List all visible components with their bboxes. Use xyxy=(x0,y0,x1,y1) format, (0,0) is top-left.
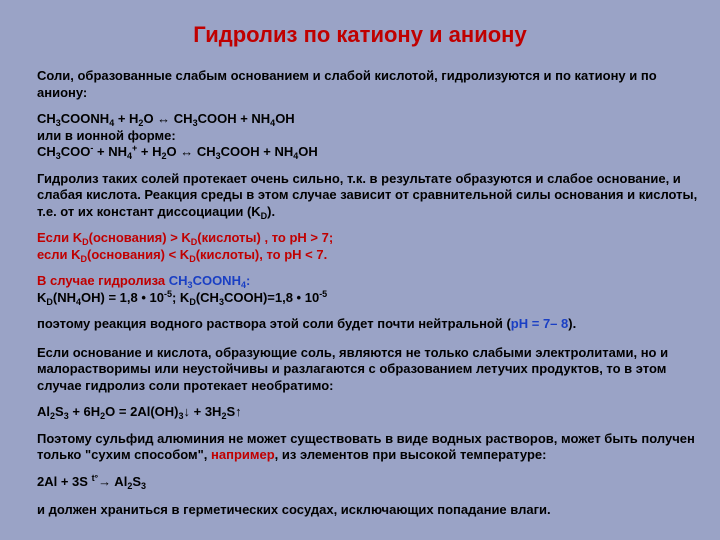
reversible-arrow-icon: ↔ xyxy=(157,111,171,126)
ph-value: pH = 7– 8 xyxy=(510,316,569,331)
eq-sub: 2 xyxy=(127,480,133,491)
eq-sub: 3 xyxy=(63,411,69,421)
cond-text: (основания) > K xyxy=(88,230,191,245)
temperature-mark: t° xyxy=(91,472,99,483)
eq-text: CH xyxy=(37,144,56,159)
eq-text: COOH + NH xyxy=(220,144,294,159)
eq-sub: 4 xyxy=(127,151,133,161)
eq-sub: 3 xyxy=(218,296,224,307)
eq-sub: D xyxy=(189,296,196,307)
case-heading xyxy=(37,273,702,290)
eq-text: + H xyxy=(137,144,162,159)
eq-sub: 2 xyxy=(50,411,56,421)
eq-sub: 3 xyxy=(215,151,221,161)
eq-sub: D xyxy=(80,253,88,264)
dissociation-constants xyxy=(37,290,702,307)
eq-sub: 4 xyxy=(270,118,276,128)
para-text: Гидролиз таких солей протекает очень сильно, т.к. в результате образуются и слабое основание, и слабая кислота. Реакция среды в этом случае зависит от сравнительной силы основания и кислоты, т.е. от их констант диссоциации (K xyxy=(37,170,698,219)
conclusion-text: поэтому реакция водного раствора этой соли будет почти нейтральной ( xyxy=(37,316,511,331)
equation-aluminium-sulfide xyxy=(37,404,702,421)
cond-text: (кислоты), то pH < 7. xyxy=(195,246,328,262)
eq-text: + 6H xyxy=(68,404,101,419)
eq-sub: 3 xyxy=(55,151,61,161)
gas-up-arrow-icon: ↑ xyxy=(235,404,242,419)
case-formula: CH xyxy=(168,273,188,288)
eq-sub: 3 xyxy=(55,118,61,128)
right-arrow-icon: → xyxy=(98,473,112,489)
eq-text: S xyxy=(132,473,141,489)
eq-sub: 3 xyxy=(192,118,198,128)
equation-ionic xyxy=(37,144,702,161)
example-word: например xyxy=(211,447,275,462)
kd-text: (NH xyxy=(52,289,76,305)
hydrolysis-paragraph xyxy=(37,171,702,221)
eq-sup: -5 xyxy=(163,288,172,299)
kd-text: K xyxy=(37,289,47,305)
eq-text: OH xyxy=(298,144,318,159)
eq-sub: 2 xyxy=(221,411,227,421)
equation-synthesis xyxy=(37,474,702,491)
eq-text: COOH + NH xyxy=(197,111,271,126)
storage-note: и должен храниться в герметических сосудах, исключающих попадание влаги. xyxy=(37,502,551,517)
eq-text: COONH xyxy=(60,111,110,126)
eq-sup: + xyxy=(132,143,138,153)
condition-ph-greater xyxy=(37,230,702,247)
eq-text: CH xyxy=(37,111,56,126)
eq-sub: D xyxy=(260,210,268,221)
eq-sub: 3 xyxy=(187,280,193,290)
precipitate-down-arrow-icon: ↓ xyxy=(183,404,190,419)
eq-sub: 3 xyxy=(141,480,147,491)
eq-text: COO xyxy=(60,144,91,159)
para-text: ). xyxy=(267,203,276,219)
conclusion-text: ). xyxy=(568,316,577,331)
dry-method-paragraph xyxy=(37,431,702,464)
case-text: В случае гидролиза xyxy=(37,273,169,288)
para-text: Поэтому сульфид алюминия не может существовать в виде водных растворов, может быть получен только "сухим способом", xyxy=(37,430,695,462)
eq-sub: 2 xyxy=(161,151,167,161)
eq-sub: D xyxy=(46,296,53,307)
kd-text: OH) = 1,8 • 10 xyxy=(81,289,164,305)
eq-sup: - xyxy=(90,143,94,153)
eq-text: 2Al + 3S xyxy=(37,473,92,489)
neutral-conclusion xyxy=(37,316,702,333)
case-formula: COONH xyxy=(192,273,241,288)
eq-text: CH xyxy=(170,111,193,126)
eq-sup: -5 xyxy=(319,288,328,299)
reversible-arrow-icon: ↔ xyxy=(180,144,194,159)
eq-sub: D xyxy=(189,253,196,264)
eq-text: S xyxy=(55,404,64,419)
cond-text: Если K xyxy=(37,230,83,245)
eq-sub: 2 xyxy=(100,411,106,421)
kd-text: ; K xyxy=(171,289,190,305)
eq-text: + 3H xyxy=(190,404,222,419)
condition-ph-less xyxy=(37,247,702,264)
eq-text: OH xyxy=(275,111,295,126)
eq-text: O xyxy=(143,111,158,126)
equation-molecular xyxy=(37,111,702,128)
eq-text: S xyxy=(226,404,236,419)
eq-text: + NH xyxy=(93,144,128,159)
eq-sub: D xyxy=(82,237,89,247)
eq-sub: 4 xyxy=(240,280,246,290)
irreversible-paragraph: Если основание и кислота, образующие соль, являются не только слабыми электролитами, но и малорастворимы или неустойчивы и разлагаются с образованием летучих продуктов, то в этом случае гидролиз соли протекает необратимо: xyxy=(37,344,669,393)
kd-text: (CH xyxy=(195,289,219,305)
eq-sub: D xyxy=(190,237,198,247)
kd-text: COOH)=1,8 • 10 xyxy=(223,289,320,305)
ionic-form-label: или в ионной форме: xyxy=(37,127,176,143)
eq-sub: 3 xyxy=(178,411,184,421)
slide-content xyxy=(37,68,702,519)
slide-title: Гидролиз по катиону и аниону xyxy=(193,22,527,47)
intro-text: Соли, образованные слабым основанием и слабой кислотой, гидролизуются и по катиону и по аниону: xyxy=(37,68,657,100)
eq-text: O xyxy=(166,144,181,159)
eq-sub: 4 xyxy=(76,296,82,307)
eq-sub: 2 xyxy=(138,118,144,128)
eq-sub: 4 xyxy=(293,151,299,161)
eq-text: CH xyxy=(193,144,216,159)
cond-text: (основания) < K xyxy=(87,246,190,262)
cond-text: если K xyxy=(37,246,81,262)
cond-text: (кислоты) , то pH > 7; xyxy=(197,230,334,245)
eq-text: + H xyxy=(114,111,139,126)
eq-sub: 4 xyxy=(109,118,115,128)
eq-text: Al xyxy=(37,404,50,419)
eq-text: O = 2Al(OH) xyxy=(105,404,179,419)
case-formula: : xyxy=(245,273,251,288)
eq-text: Al xyxy=(111,473,128,489)
para-text: , из элементов при высокой температуре: xyxy=(274,447,547,462)
